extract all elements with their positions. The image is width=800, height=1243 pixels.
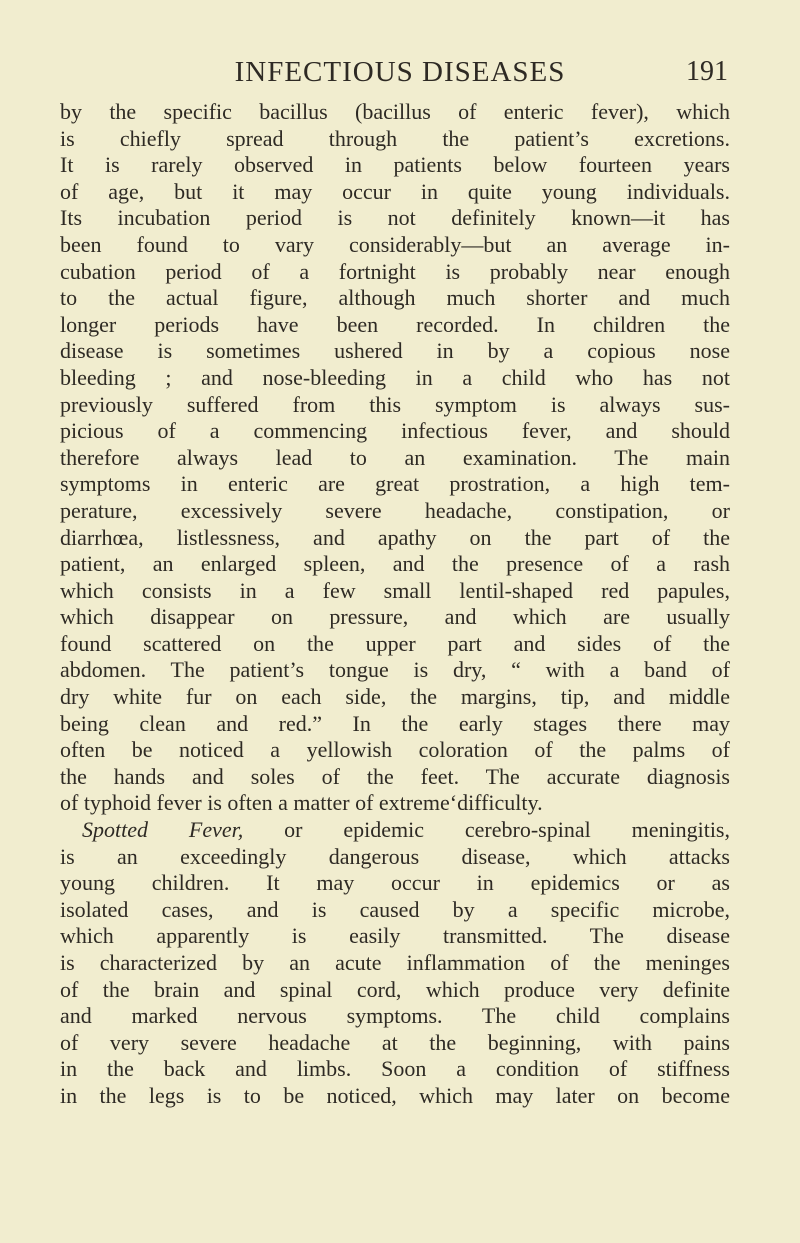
text-line: symptoms in enteric are great prostration, a high tem- <box>60 471 730 497</box>
text-line: which apparently is easily transmitted. The disease <box>60 923 730 949</box>
text-line: to the actual figure, although much shorter and much <box>60 285 730 311</box>
text-line: is chiefly spread through the patient’s excretions. <box>60 125 730 151</box>
paragraph-start-line <box>60 817 730 844</box>
text-line: of age, but it may occur in quite young individuals. <box>60 178 730 204</box>
text-line: found scattered on the upper part and sides of the <box>60 630 730 656</box>
text-line: and marked nervous symptoms. The child complains <box>60 1003 730 1029</box>
text-line: picious of a commencing infectious fever, and should <box>60 418 730 444</box>
text-line: Its incubation period is not definitely known—it has <box>60 205 730 231</box>
text-span: or epidemic cerebro-spinal meningitis, <box>243 817 730 843</box>
page-number: 191 <box>686 56 728 87</box>
text-line: which consists in a few small lentil-shaped red papules, <box>60 577 730 603</box>
text-line: bleeding ; and nose-bleeding in a child who has not <box>60 364 730 390</box>
text-line: which disappear on pressure, and which are usually <box>60 604 730 630</box>
text-line: dry white fur on each side, the margins, tip, and middle <box>60 684 730 710</box>
text-line: longer periods have been recorded. In children the <box>60 311 730 337</box>
text-line: of the brain and spinal cord, which produce very definite <box>60 976 730 1002</box>
running-title: INFECTIOUS DISEASES <box>234 56 566 88</box>
text-line: in the back and limbs. Soon a condition of stiffness <box>60 1056 730 1082</box>
paragraph-end-line: of typhoid fever is often a matter of extreme‘difficulty. <box>60 790 543 816</box>
text-line: the hands and soles of the feet. The accurate diagnosis <box>60 763 730 789</box>
text-line: isolated cases, and is caused by a specific microbe, <box>60 896 730 922</box>
text-line: often be noticed a yellowish coloration of the palms of <box>60 737 730 763</box>
text-line: It is rarely observed in patients below fourteen years <box>60 152 730 178</box>
text-line: being clean and red.” In the early stages there may <box>60 710 730 736</box>
text-line: cubation period of a fortnight is probably near enough <box>60 258 730 284</box>
body-text <box>60 99 730 1110</box>
text-line: diarrhœa, listlessness, and apathy on the part of the <box>60 524 730 550</box>
text-line: abdomen. The patient’s tongue is dry, “ with a band of <box>60 657 730 683</box>
text-line: patient, an enlarged spleen, and the presence of a rash <box>60 551 730 577</box>
text-line: young children. It may occur in epidemics or as <box>60 870 730 896</box>
text-line: disease is sometimes ushered in by a copious nose <box>60 338 730 364</box>
text-line: perature, excessively severe headache, constipation, or <box>60 497 730 523</box>
text-line: of very severe headache at the beginning, with pains <box>60 1029 730 1055</box>
text-line: been found to vary considerably—but an average in- <box>60 231 730 257</box>
text-line: is characterized by an acute inflammation of the meninges <box>60 950 730 975</box>
text-line: is an exceedingly dangerous disease, which attacks <box>60 843 730 869</box>
text-line: previously suffered from this symptom is always sus- <box>60 391 730 417</box>
section-term: Spotted Fever, <box>82 817 244 843</box>
text-line: by the specific bacillus (bacillus of enteric fever), which <box>60 99 730 124</box>
running-head <box>60 52 740 92</box>
text-line: in the legs is to be noticed, which may later on become <box>60 1082 730 1108</box>
text-line: therefore always lead to an examination. The main <box>60 444 730 470</box>
